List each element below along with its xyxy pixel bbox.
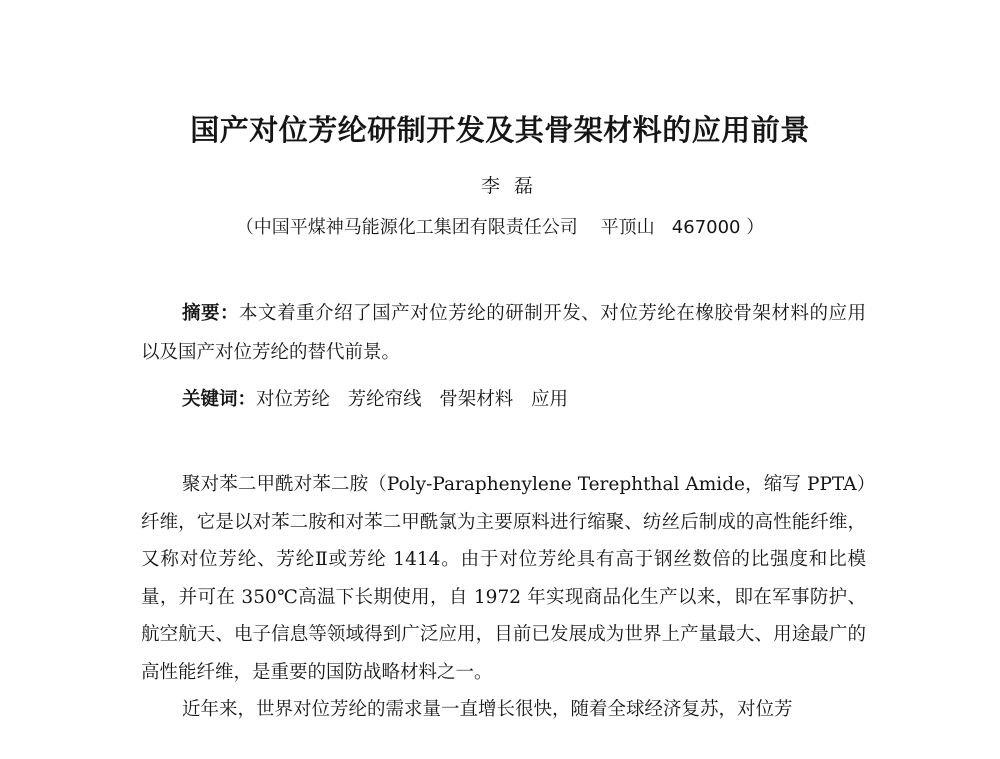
author-name: 李磊: [480, 175, 547, 197]
keywords-label: 关键词：: [182, 389, 257, 410]
abstract-text: 本文着重介绍了国产对位芳纶的研制开发、对位芳纶在橡胶骨架材料的应用以及国产对位芳纶的替代前景。: [141, 303, 866, 363]
keywords: [182, 380, 872, 419]
abstract-label: 摘要：: [182, 303, 240, 324]
keywords-text: 对位芳纶 芳纶帘线 骨架材料 应用: [256, 389, 568, 410]
body-paragraph-1: 聚对苯二甲酰对苯二胺（Poly-Paraphenylene Terephthal Amide，缩写 PPTA）纤维，它是以对苯二胺和对苯二甲酰氯为主要原料进行缩聚、纺丝后制成的高性能纤维，又称对位芳纶、芳纶Ⅱ或芳纶 1414。由于对位芳纶具有高于钢丝数倍的比强度和比模量，并可在 350℃高温下长期使用，自 1972 年实现商品化生产以来，即在军事防护、航空航天、电子信息等领域得到广泛应用，目前已发展成为世界上产量最大、用途最广的高性能纤维，是重要的国防战略材料之一。: [141, 474, 866, 683]
body-text: [141, 466, 866, 729]
paper-title: 国产对位芳纶研制开发及其骨架材料的应用前景: [190, 113, 810, 147]
author-affiliation: （中国平煤神马能源化工集团有限责任公司 平顶山 467000 ）: [235, 217, 765, 238]
body-paragraph-2: 近年来，世界对位芳纶的需求量一直增长很快，随着全球经济复苏，对位芳: [182, 699, 793, 720]
abstract: [141, 294, 866, 372]
